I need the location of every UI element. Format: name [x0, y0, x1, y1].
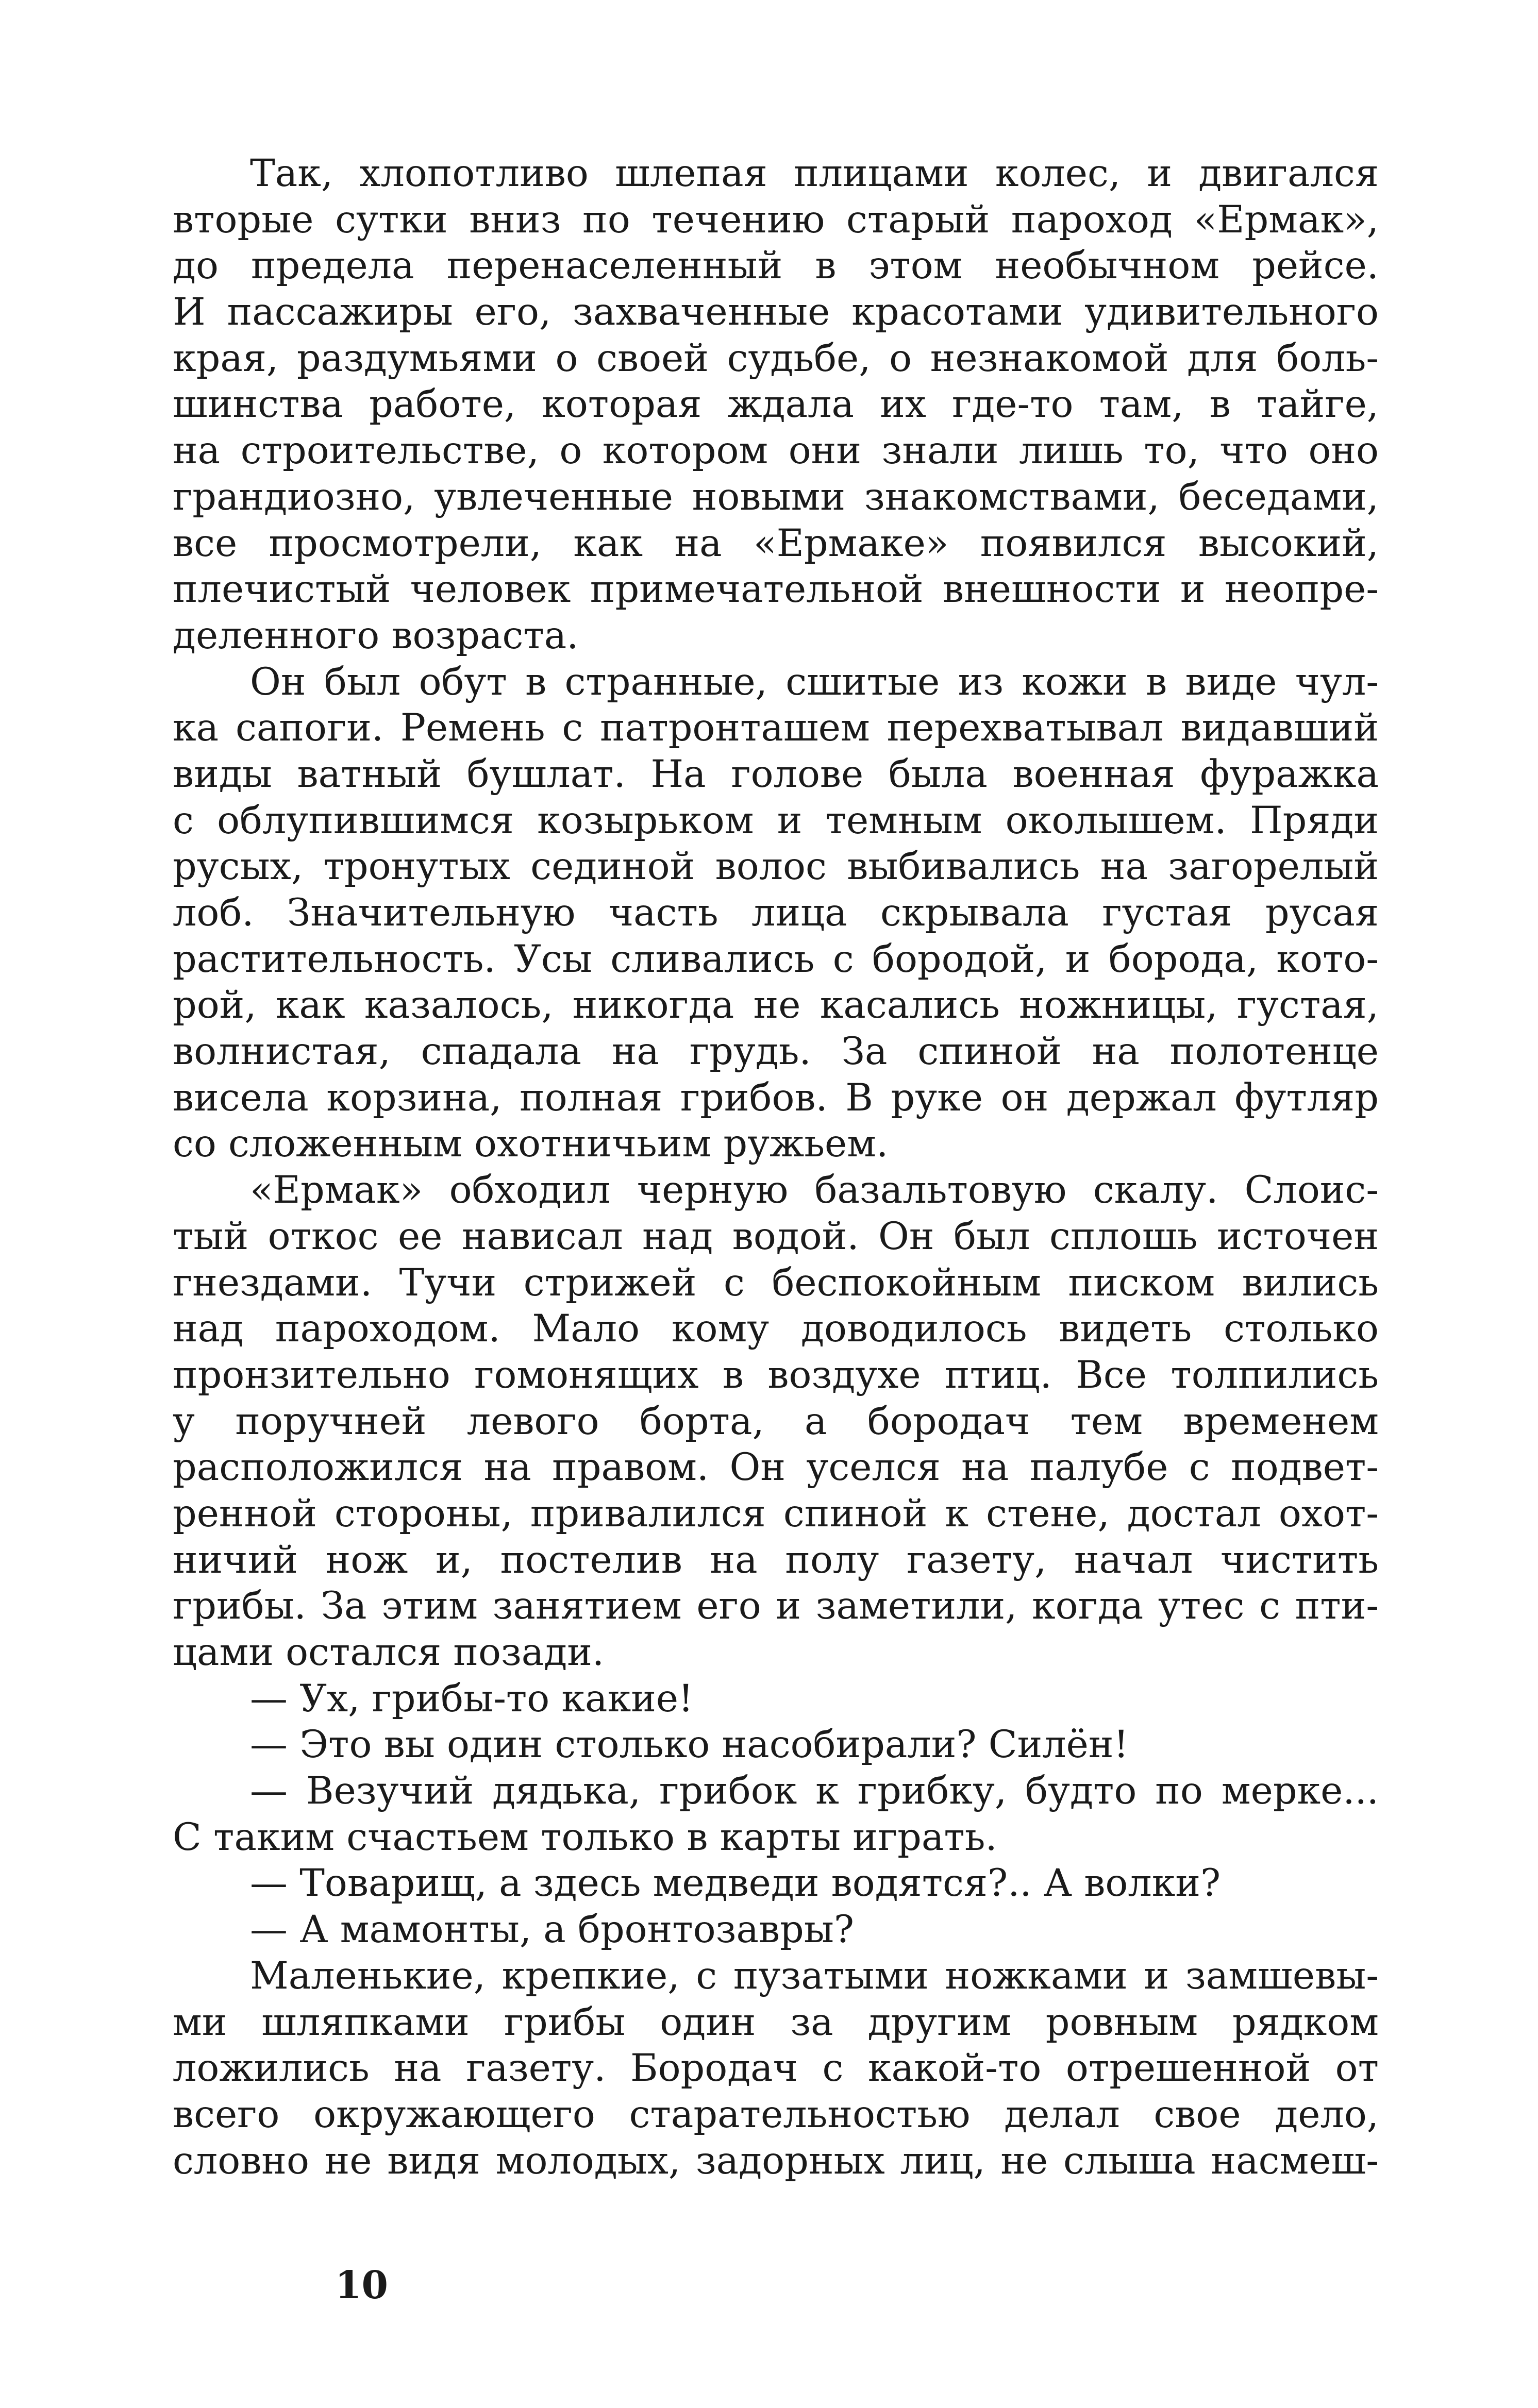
text-line: И пассажиры его, захваченные красотами удивительного [173, 290, 1379, 334]
text-line: ми шляпками грибы один за другим ровным рядком [173, 2000, 1379, 2044]
text-line: лоб. Значительную часть лица скрывала густая русая [173, 891, 1379, 935]
text-line: всего окружающего старательностью делал свое дело, [173, 2092, 1379, 2136]
text-line: ложились на газету. Бородач с какой-то отрешенной от [173, 2046, 1379, 2091]
text-line: — Везучий дядька, грибок к грибку, будто по мерке... [250, 1769, 1379, 1813]
text-line: грандиозно, увлеченные новыми знакомствами, беседами, [173, 475, 1379, 519]
text-line: рой, как казалось, никогда не касались ножницы, густая, [173, 983, 1379, 1028]
text-line: ничий нож и, постелив на полу газету, начал чистить [173, 1538, 1379, 1582]
text-line: над пароходом. Мало кому доводилось видеть столько [173, 1307, 1379, 1351]
text-line: — А мамонты, а бронтозавры? [250, 1908, 855, 1952]
text-line: пронзительно гомонящих в воздухе птиц. Все толпились [173, 1353, 1379, 1397]
text-line: Он был обут в странные, сшитые из кожи в виде чул- [250, 660, 1379, 704]
text-line: волнистая, спадала на грудь. За спиной на полотенце [173, 1030, 1379, 1074]
text-line: у поручней левого борта, а бородач тем временем [173, 1399, 1379, 1443]
text-line: все просмотрели, как на «Ермаке» появился высокий, [173, 521, 1379, 565]
text-line: грибы. За этим занятием его и заметили, когда утес с пти- [173, 1584, 1379, 1628]
text-line: с облупившимся козырьком и темным околышем. Пряди [173, 798, 1379, 843]
text-line: до предела перенаселенный в этом необычном рейсе. [173, 244, 1379, 288]
text-line: ка сапоги. Ремень с патронташем перехватывал видавший [173, 706, 1379, 750]
text-line: деленного возраста. [173, 613, 579, 658]
page-number: 10 [335, 2263, 388, 2308]
text-line: — Ух, грибы-то какие! [250, 1676, 694, 1721]
text-line: края, раздумьями о своей судьбе, о незнакомой для боль- [173, 336, 1379, 380]
text-line: висела корзина, полная грибов. В руке он держал футляр [173, 1075, 1379, 1120]
text-line: растительность. Усы сливались с бородой, и борода, кото- [173, 937, 1379, 981]
text-line: С таким счастьем только в карты играть. [173, 1815, 997, 1859]
text-line: тый откос ее нависал над водой. Он был сплошь источен [173, 1214, 1379, 1258]
text-line: вторые сутки вниз по течению старый пароход «Ермак», [173, 197, 1379, 242]
text-line: расположился на правом. Он уселся на палубе с подвет- [173, 1445, 1379, 1490]
text-line: плечистый человек примечательной внешности и неопре- [173, 567, 1379, 612]
text-line: «Ермак» обходил черную базальтовую скалу. Слоис- [250, 1168, 1379, 1213]
text-line: виды ватный бушлат. На голове была военная фуражка [173, 752, 1379, 796]
body-text [173, 150, 1379, 2184]
text-line: русых, тронутых сединой волос выбивались на загорелый [173, 845, 1379, 889]
text-line: словно не видя молодых, задорных лиц, не слыша насмеш- [173, 2138, 1379, 2183]
text-line: на строительстве, о котором они знали лишь то, что оно [173, 429, 1379, 473]
text-line: гнездами. Тучи стрижей с беспокойным писком вились [173, 1260, 1379, 1305]
text-line: Маленькие, крепкие, с пузатыми ножками и замшевы- [250, 1954, 1379, 1998]
text-line: Так, хлопотливо шлепая плицами колес, и двигался [250, 151, 1379, 195]
text-line: цами остался позади. [173, 1630, 605, 1674]
text-line: ренной стороны, привалился спиной к стене, достал охот- [173, 1491, 1379, 1536]
text-line: — Это вы один столько насобирали? Силён! [250, 1723, 1129, 1767]
text-line: со сложенным охотничьим ружьем. [173, 1122, 889, 1166]
text-line: шинства работе, которая ждала их где-то там, в тайге, [173, 382, 1379, 427]
text-line: — Товарищ, а здесь медведи водятся?.. А волки? [250, 1861, 1221, 1906]
